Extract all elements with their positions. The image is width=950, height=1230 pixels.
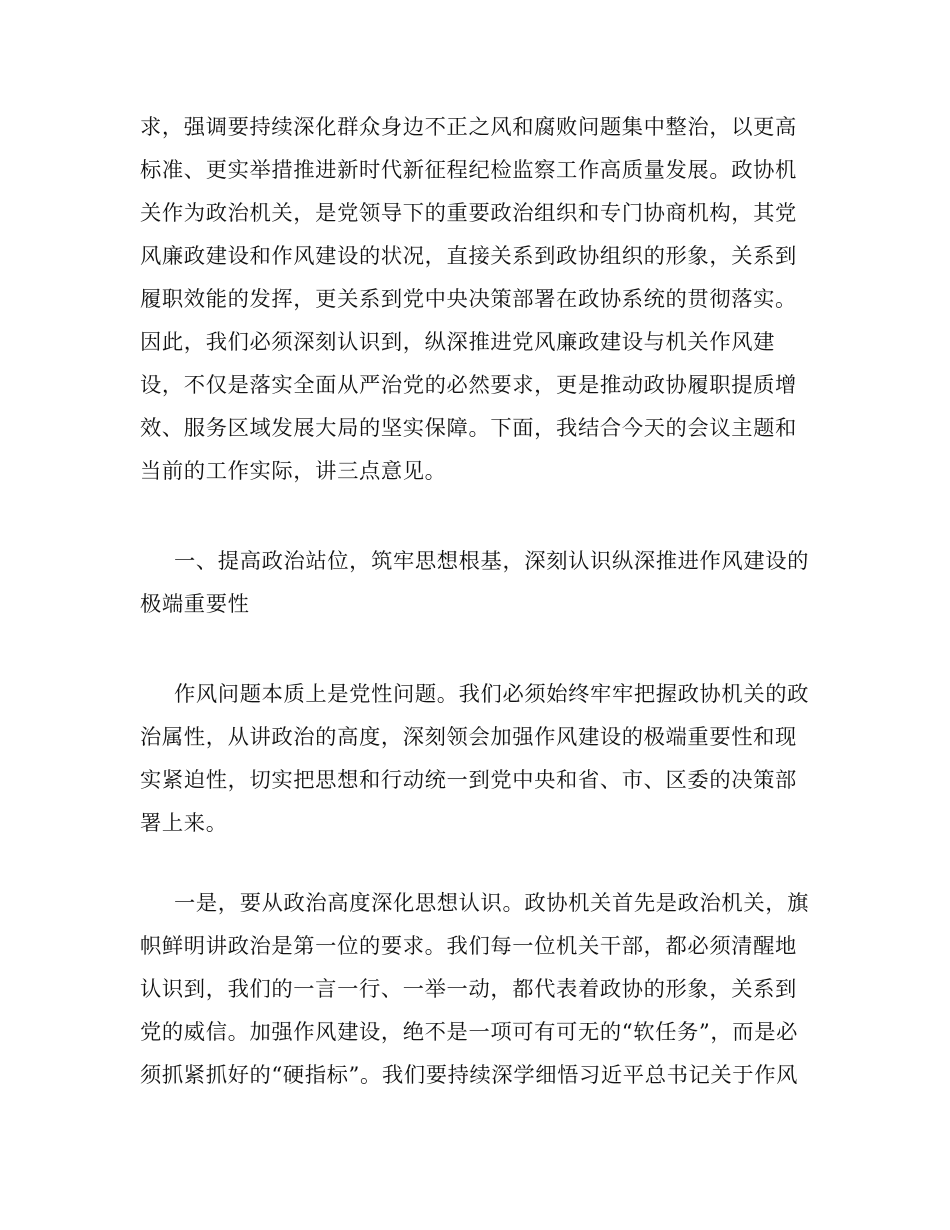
- text-line: 标准、更实举措推进新时代新征程纪检监察工作高质量发展。政协机: [140, 158, 797, 183]
- text-line: 署上来。: [140, 811, 228, 836]
- text-line: 效、服务区域发展大局的坚实保障。下面，我结合今天的会议主题和: [140, 416, 797, 441]
- text-line: 一是，要从政治高度深化思想认识。政协机关首先是政治机关，旗: [174, 891, 810, 916]
- text-line: 实紧迫性，切实把思想和行动统一到党中央和省、市、区委的决策部: [140, 768, 797, 793]
- text-line: 设，不仅是落实全面从严治党的必然要求，更是推动政协履职提质增: [140, 373, 797, 398]
- text-line: 作风问题本质上是党性问题。我们必须始终牢牢把握政协机关的政: [174, 682, 810, 707]
- text-line: 须抓紧抓好的“硬指标”。我们要持续深学细悟习近平总书记关于作风: [140, 1063, 798, 1088]
- text-line: 治属性，从讲政治的高度，深刻领会加强作风建设的极端重要性和现: [140, 725, 797, 750]
- text-line: 当前的工作实际，讲三点意见。: [140, 459, 447, 484]
- section-heading-continued: 极端重要性: [140, 592, 250, 617]
- text-line: 风廉政建设和作风建设的状况，直接关系到政协组织的形象，关系到: [140, 244, 797, 269]
- text-line: 认识到，我们的一言一行、一举一动，都代表着政协的形象，关系到: [140, 977, 797, 1002]
- text-line: 党的威信。加强作风建设，绝不是一项可有可无的“软任务”，而是必: [140, 1020, 798, 1045]
- text-line: 履职效能的发挥，更关系到党中央决策部署在政协系统的贯彻落实。: [140, 287, 797, 312]
- text-line: 关作为政治机关，是党领导下的重要政治组织和专门协商机构，其党: [140, 201, 797, 226]
- text-line: 求，强调要持续深化群众身边不正之风和腐败问题集中整治，以更高: [140, 115, 797, 140]
- section-heading: 一、提高政治站位，筑牢思想根基，深刻认识纵深推进作风建设的: [174, 549, 810, 574]
- text-line: 帜鲜明讲政治是第一位的要求。我们每一位机关干部，都必须清醒地: [140, 934, 797, 959]
- text-line: 因此，我们必须深刻认识到，纵深推进党风廉政建设与机关作风建: [140, 330, 776, 355]
